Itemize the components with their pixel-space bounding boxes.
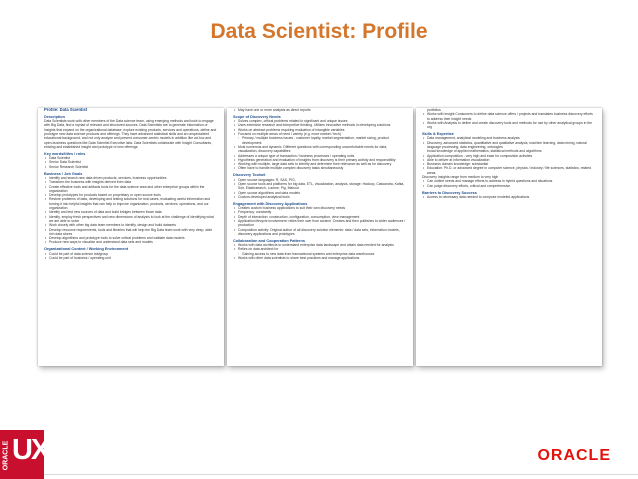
bullet-item: • Hypothesis generation and evaluation of insights from discovery is their primary activity and responsibility [233,158,407,162]
bullet-item: • Create effective tools and artifacts tools for the data science area and other enterprise groups within the organization [44,185,218,194]
continued-text: broad knowledge of applied mathematics, statistical methods and algorithms [427,149,542,154]
bullet-item: • Often have to handle multiple complex discovery tasks simultaneously [233,166,407,170]
bullet-item: • Most numerous and dynamic. Different questions with corresponding uncomfortable needs for data, visualization, discovery capabilities [233,145,407,154]
bullet-item: • Open source tools and platforms for big data, ETL, visualization, analysis, storage: Hadoop, Cassandra, Kafka, Solr, Elasticsearch, Lucene, Pig, Mahout [233,182,407,191]
bullet-item: • Work closely with other big data team members to identify, design and build datasets [44,223,218,227]
bullet-item: • Works on abstract problems requiring evaluation of intangible variables [233,128,407,132]
bullet-item: • Composition activity: Original author of all discovery solution elements: data / data sets, information models, discovery applications and prototypes [233,228,407,237]
page-content [38,108,224,260]
bullet-item: • Open source languages: R, SAS, PIG, [233,178,407,182]
bullet-item: • Creates custom business applications to suit their own discovery needs [233,206,407,210]
bullet-item: • Open source algorithms and data models [233,191,407,195]
bullet-item: • Application lifecycle involvement: relies their own from scratch. Creates and then publishes to wider audiences / production [233,219,407,228]
bullet-item: • Working with multiple, large data sets to identify and determine their relevance as well as for discovery [233,162,407,166]
bullet-item: • Works with other data scientists to share best practices and manage applications [233,256,407,260]
bullet-item: • Produce new ways to visualize and understand data sets and models [44,240,218,244]
paragraph: Discovery Insights range from medium to very high [422,175,499,180]
bullet-item: • Develop prototypes for products based on proprietary or open source tools [44,193,218,197]
section-heading: Scope of Discovery Needs [233,114,281,119]
section-heading: Engagement with Discovery Applications [233,201,308,206]
bullet-item: • Solves complex, critical problems related to significant and unique issues [233,119,407,123]
bullet-item: • Education: Ph.D. or advanced degree in computer science, physics / industry / life sciences, statistics, related areas [422,166,596,175]
bullet-item: • Focused on multiple areas of need / variety (e.g. more market / tech) [233,132,407,136]
bullet-item: • Identify and test new sources of data and build bridges between those data [44,210,218,214]
bullet-item: • Depth of interaction: construction, configuration, consumption, view management [233,215,407,219]
paragraph: Data Scientists work with other members of the Data science team, using emerging methods and tools to engage with Big Data, find a myriad of relevant and structured sources. Data Scientists are to generate information or insights that expand on the organizational database, explore existing products, services and operations, define and prototype new data science products and offerings. They have advanced statistical skills and an unspecialized educational background, and not only analyze and present consumer-centric models in addition like ad-hoc and open-business questions like Data Scientist Executive labs. Data Scientists collaborate with Insight Consultants, existing and established insight and prototype of new offerings. [44,119,217,149]
bullet-item: • Relies on data architect for [233,247,407,251]
slide-title: Data Scientist: Profile [210,20,428,43]
bullet-item: • Senior Research Scientist [44,165,218,169]
bullet-item: • Uses extensive research and interpretive thinking. Utilizes innovative methods in developing solutions [233,123,407,127]
document-page [416,108,602,366]
document-title: Profile: Data Scientist [44,108,88,112]
bullet-item: • Works with Insight Consumers to define data science offers / projects and translates business discovery efforts to address their insight needs [422,112,596,121]
bullet-item: • Could be part of data science lab/group [44,252,218,256]
bullet-item: • Able to deliver at information visualization [422,158,596,162]
page-content [227,108,413,260]
sub-bullet-item: ◦ Gaining access to new data from transactional systems and enterprise data warehouses [233,252,407,256]
document-page [227,108,413,366]
bullet-item: • Develop resource requirements, tools and libraries that will help the Big Data team work with very deep, wide rich data stores [44,228,218,237]
bullet-item: • May have one or more analysts as direct reports [233,108,407,112]
bullet-item: • Develop algorithms and prototype tools to solve critical problems and validate data models [44,236,218,240]
ux-badge-side-text: ORACLE [2,440,10,471]
bullet-item: • Restore problems of data, developing and testing solutions for real cases, evaluating useful information and turning it into helpful insights that can help to improve organization, products, services, operations, and our organization [44,197,218,210]
oracle-logo: ORACLE [537,447,611,464]
bullet-item: • Business domain knowledge: substantial [422,162,596,166]
continued-text: portfolios [427,108,441,112]
bullet-item: • Can outline needs and manage efforts to address in hybrid questions and situations [422,179,596,183]
bullet-item: • Application composition - very high and ease for composition activities [422,154,596,158]
document-page [38,108,224,366]
bullet-item: • Works with Analysts to define and create discovery tools and methods for use by other analytical groups in the org [422,121,596,130]
sub-bullet-item: ◦ Primary / multiple business issues - customer loyalty, market segmentation, market sizing, product development [233,136,407,145]
ux-badge-text: UX [12,434,49,466]
bullet-item: • Could be part of business / operating unit [44,256,218,260]
section-heading: Discovery Toolset [233,173,266,178]
bullet-item: • Discovery, advanced statistics, quantitative and qualitative analysis, machine learning, data mining, natural language processing, data engineering, ontologies [422,141,596,150]
section-heading: Business / Job Goals [44,171,83,176]
bullet-item: • Identify and search new data driven products, services, business opportunities [44,176,218,180]
bullet-item: • Transform the business with insights derived from data [44,180,218,184]
bullet-item: • Senior Data Scientist [44,160,218,164]
section-heading: Barriers to Discovery Success [422,190,477,195]
footer-divider [44,474,638,475]
bullet-item: • Can judge discovery efforts, critical and comprehensive [422,184,596,188]
page-content [416,108,602,199]
bullet-item: • Frequency: constantly [233,210,407,214]
section-heading: Organizational Context / Working Environment [44,247,129,252]
section-heading: Description [44,114,65,119]
bullet-item: • Access to necessary data needed to compose modeled applications [422,195,596,199]
section-heading: Skills & Expertise [422,132,454,137]
slide-footer [0,430,638,479]
oracle-ux-badge [0,430,49,479]
bullet-item: • Data Scientist [44,156,218,160]
bullet-item: • Custom-developed analytical tools [233,195,407,199]
bullet-item: • Data management, analytical modeling and business analysis [422,136,596,140]
section-heading: Collaboration and Cooperation Patterns [233,238,305,243]
bullet-item: • Works with data architects to understand enterprise data landscape and obtain data needed for analysis [233,243,407,247]
bullet-item: • Addresses a unique type of transaction / business processes / operating units [233,154,407,158]
bullet-item: • Identify, employ fresh perspectives and new dimensions of analysis to look at the challenge of identifying what we are able to solve [44,215,218,224]
section-heading: Key words/titles / roles [44,151,86,156]
